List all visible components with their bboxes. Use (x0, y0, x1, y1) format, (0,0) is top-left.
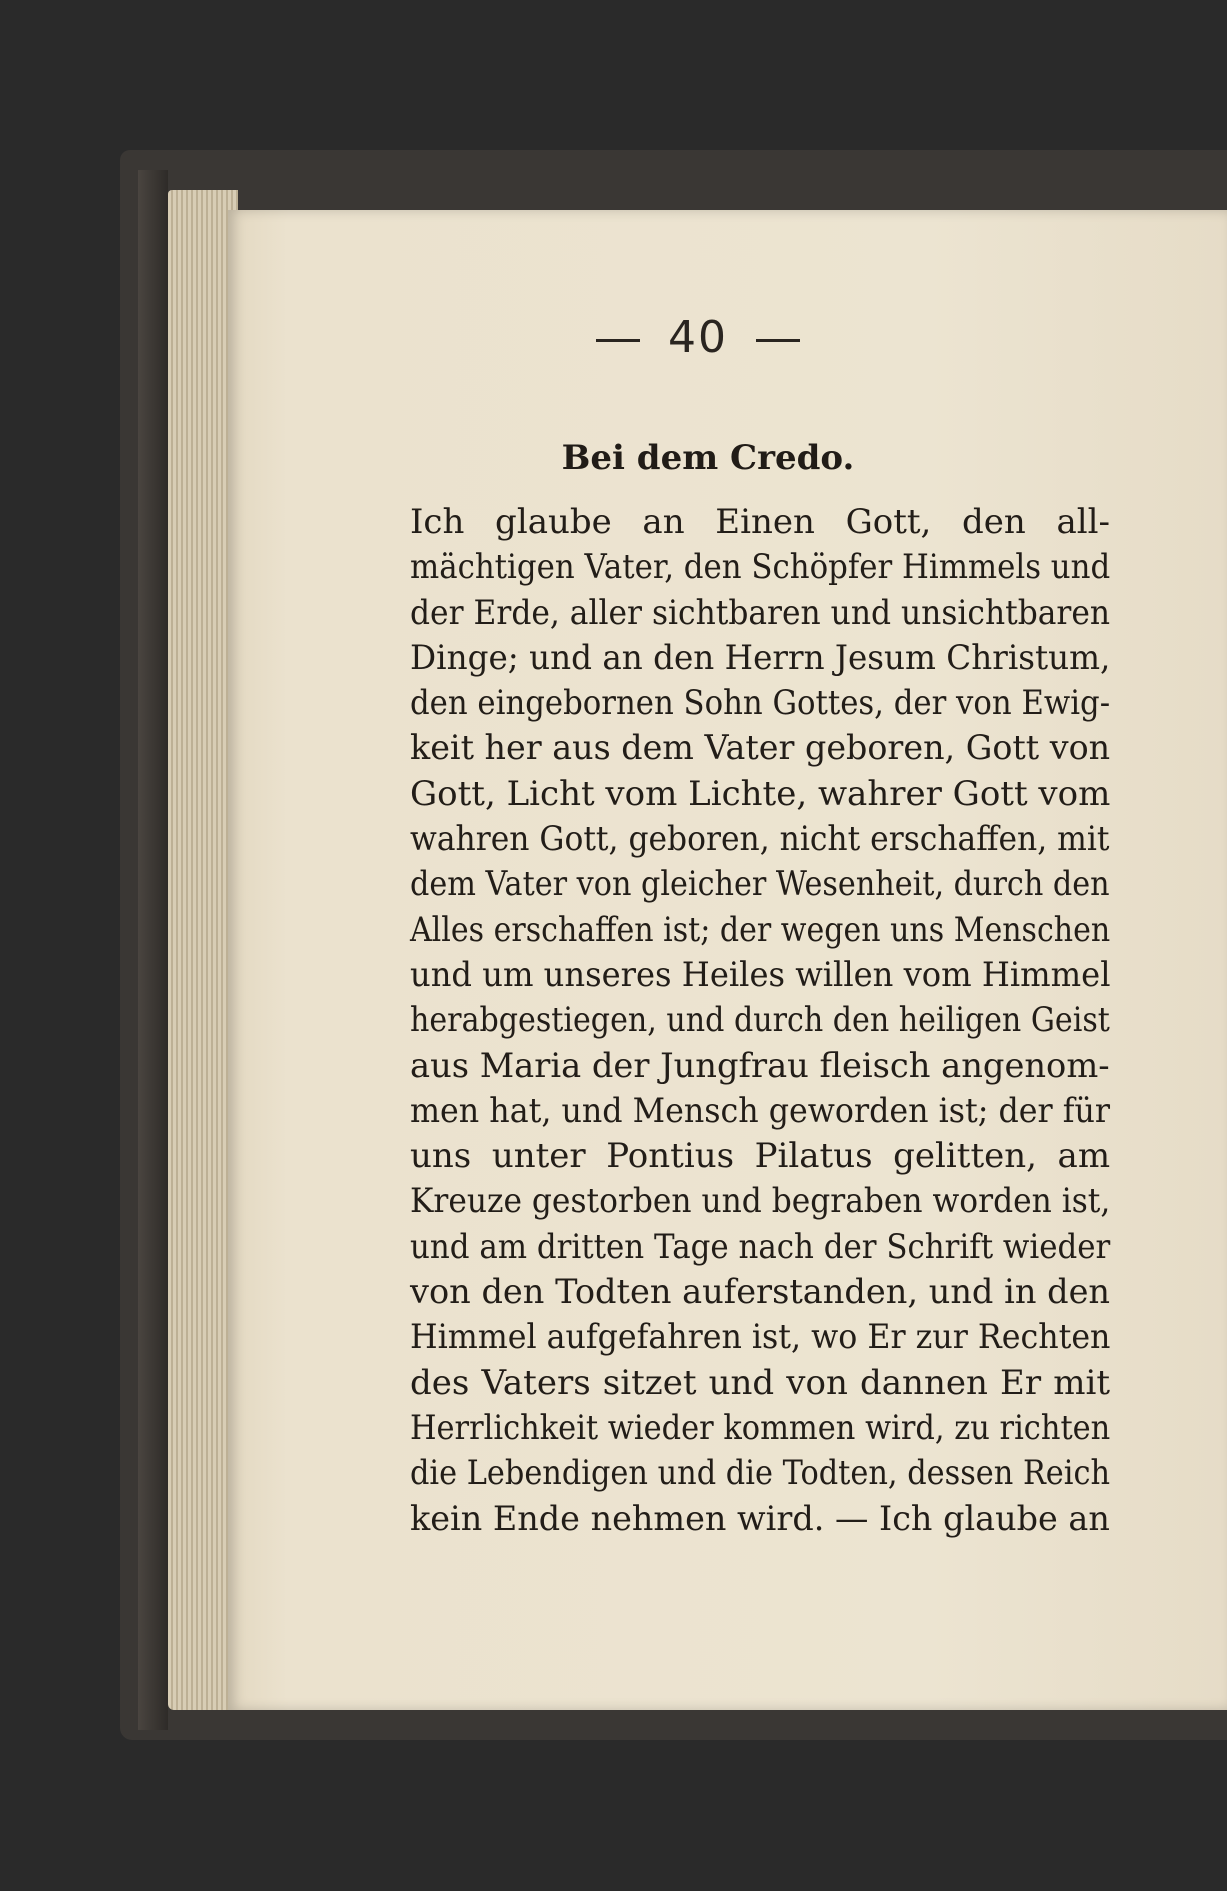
text-line: dem Vater von gleicher Wesenheit, durch den (410, 864, 1110, 905)
folio-dash-left (596, 339, 640, 342)
text-line: und um unseres Heiles willen vom Himmel (410, 954, 1111, 995)
page-number (458, 312, 938, 363)
text-line: uns unter Pontius Pilatus gelitten, am (410, 1136, 1111, 1177)
text-line: Gott, Licht vom Lichte, wahrer Gott vom (410, 773, 1111, 814)
text-line: Himmel aufgefahren ist, wo Er zur Rechten (410, 1317, 1111, 1358)
text-line: den eingebornen Sohn Gottes, der von Ewig- (410, 683, 1111, 724)
text-line: Alles erschaffen ist; der wegen uns Menschen (410, 909, 1111, 950)
book-spine (138, 170, 168, 1730)
text-line: keit her aus dem Vater geboren, Gott von (410, 728, 1111, 769)
text-line: Kreuze gestorben und begraben worden ist, (410, 1181, 1111, 1222)
text-line: Dinge; und an den Herrn Jesum Christum, (410, 637, 1111, 678)
text-line: der Erde, aller sichtbaren und unsichtbaren (410, 592, 1111, 633)
text-line: mächtigen Vater, den Schöpfer Himmels und (410, 547, 1111, 588)
text-line: von den Todten auferstanden, und in den (410, 1272, 1111, 1313)
book-page (228, 210, 1227, 1710)
text-line: die Lebendigen und die Todten, dessen Reich (410, 1453, 1111, 1494)
text-line: herabgestiegen, und durch den heiligen Geist (410, 1000, 1110, 1041)
text-line: men hat, und Mensch geworden ist; der für (410, 1090, 1111, 1131)
text-line: wahren Gott, geboren, nicht erschaffen, mit (410, 819, 1110, 860)
section-heading: Bei dem Credo. (561, 438, 855, 478)
text-line: Herrlichkeit wieder kommen wird, zu richten (410, 1407, 1111, 1448)
text-line: aus Maria der Jungfrau fleisch angenom- (410, 1045, 1110, 1086)
body-text (410, 500, 1110, 1542)
page-number-value: 40 (668, 312, 728, 363)
text-line: des Vaters sitzet und von dannen Er mit (410, 1362, 1110, 1403)
text-line: und am dritten Tage nach der Schrift wieder (410, 1226, 1111, 1267)
text-line: kein Ende nehmen wird. — Ich glaube an (410, 1498, 1110, 1539)
folio-dash-right (756, 339, 800, 342)
text-line: Ich glaube an Einen Gott, den all- (410, 502, 1110, 542)
